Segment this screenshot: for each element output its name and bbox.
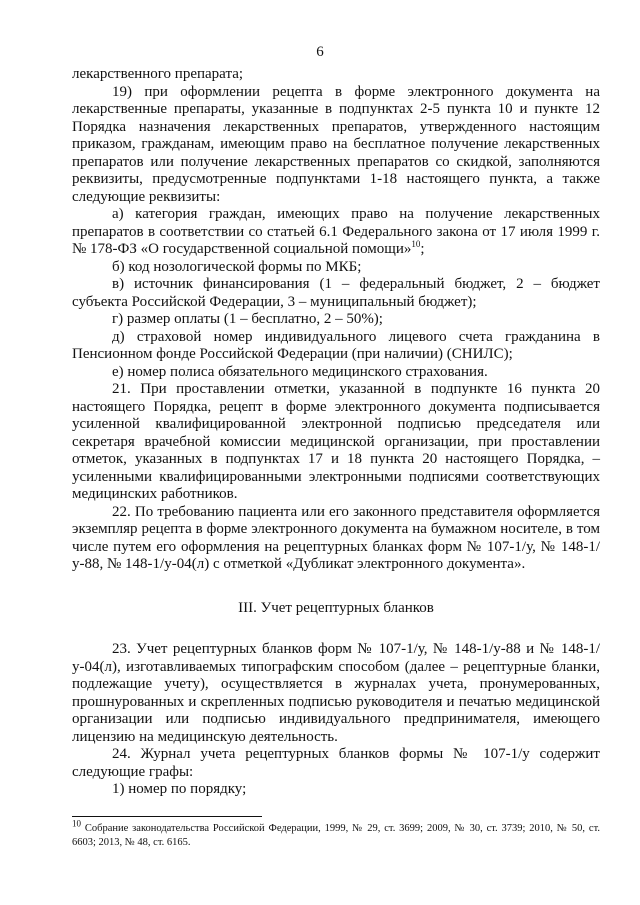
paragraph-item-g: г) размер оплаты (1 – бесплатно, 2 – 50%); xyxy=(112,311,383,327)
paragraph-23: 23. Учет рецептурных бланков форм № 107-1/у, № 148-1/у-88 и № 148-1/у-04(л), изготавливаемых типографским способом (далее – рецептурные бланки, подлежащие учету), осуществляется в журналах учета, пронумерованных, прошнурованных и скрепленных подписью руководителя и печатью медицинской организации или подписью индивидуального предпринимателя, имеющего лицензию на медицинскую деятельность. xyxy=(72,641,600,745)
paragraph-22: 22. По требованию пациента или его законного представителя оформляется экземпляр рецепта в форме электронного документа на бумажном носителе, в том числе путем его оформления на рецептурных бланках форм № 107-1/у, № 148-1/у-88, № 148-1/у-04(л) с отметкой «Дубликат электронного документа». xyxy=(72,503,600,572)
paragraph-item-e: е) номер полиса обязательного медицинского страхования. xyxy=(112,363,488,380)
paragraph-item-v: в) источник финансирования (1 – федеральный бюджет, 2 – бюджет субъекта Российской Федерации, 3 – муниципальный бюджет); xyxy=(72,276,600,310)
paragraph-continuation: лекарственного препарата; xyxy=(72,66,244,82)
paragraph-item-a-text: а) категория граждан, имеющих право на получение лекарственных препаратов в соответствии со статьей 6.1 Федерального закона от 17 июля 1999 г. № 178-ФЗ «О государственной социальной помощи» xyxy=(72,206,600,257)
paragraph-item-b: б) код нозологической формы по МКБ; xyxy=(112,258,362,275)
paragraph-item-a xyxy=(72,206,600,259)
paragraph-21: 21. При проставлении отметки, указанной в подпункте 16 пункта 20 настоящего Порядка, рецепт в форме электронного документа подписывается усиленной квалифицированной электронной подписью председателя или секретаря врачебной комиссии медицинской организации, при проставлении отметок, указанных в подпунктах 17 и 18 пункта 20 настоящего Порядка, – усиленными квалифицированными электронными подписями соответствующих медицинских работников. xyxy=(72,381,600,502)
paragraph-item-a-suffix: ; xyxy=(420,241,425,257)
paragraph-item-19: 19) при оформлении рецепта в форме электронного документа на лекарственные препараты, указанные в подпунктах 2-5 пункта 10 и пункте 12 Порядка назначения лекарственных препаратов, утвержденного настоящим приказом, гражданам, имеющим право на бесплатное получение лекарственных препаратов или получение лекарственных препаратов со скидкой, заполняются реквизиты, предусмотренные подпунктами 1-18 настоящего пункта, а также следующие реквизиты: xyxy=(72,83,600,205)
footnote-reference: 10 xyxy=(411,239,421,249)
paragraph-item-d: д) страховой номер индивидуального лицевого счета гражданина в Пенсионном фонде Российской Федерации (при наличии) (СНИЛС); xyxy=(72,328,600,362)
footnote-text: Собрание законодательства Российской Федерации, 1999, № 29, ст. 3699; 2009, № 30, ст. 3739; 2010, № 50, ст. 6603; 2013, № 48, ст. 6165. xyxy=(72,823,600,848)
paragraph-24-item-1: 1) номер по порядку; xyxy=(112,781,247,797)
paragraph-24: 24. Журнал учета рецептурных бланков формы № 107-1/у содержит следующие графы: xyxy=(72,746,600,780)
footnote xyxy=(72,818,600,850)
document-body xyxy=(72,66,600,799)
footnote-divider xyxy=(72,816,262,817)
section-heading: III. Учет рецептурных бланков xyxy=(238,599,434,616)
footnote-marker: 10 xyxy=(72,818,81,829)
page-number: 6 xyxy=(316,44,324,60)
